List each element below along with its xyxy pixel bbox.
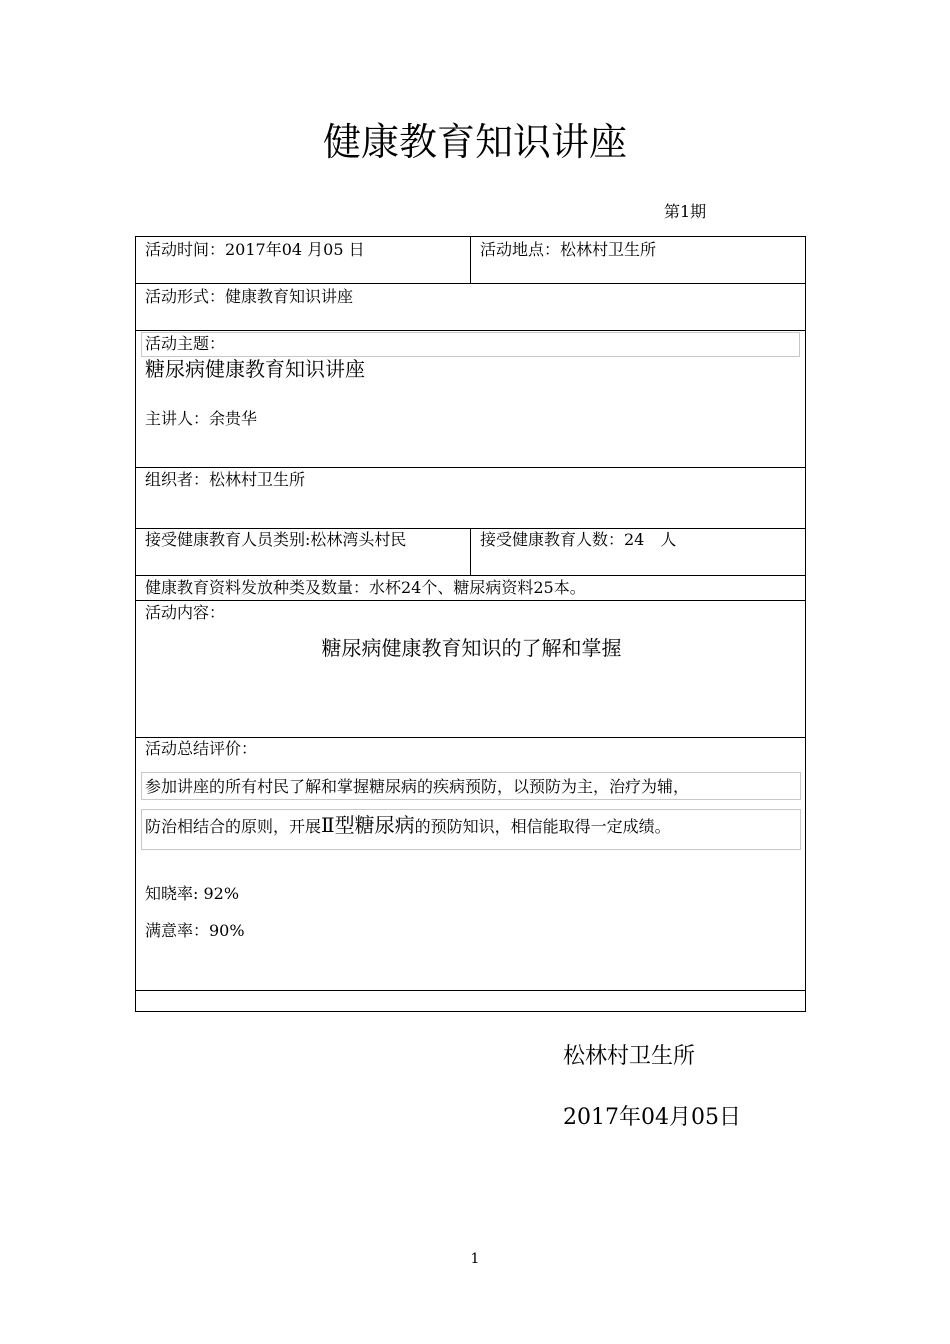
- summary-line2-c: 的预防知识，相信能取得一定成绩。: [414, 817, 671, 836]
- row-divider: [136, 467, 805, 468]
- theme-label: 活动主题：: [145, 334, 226, 353]
- issue-number: 第1期: [664, 202, 707, 221]
- column-divider: [470, 528, 471, 576]
- row-divider: [136, 737, 805, 738]
- content-value: 糖尿病健康教育知识的了解和掌握: [321, 636, 622, 660]
- summary-label: 活动总结评价：: [145, 739, 258, 758]
- speaker: 主讲人：余贵华: [145, 409, 258, 428]
- activity-location: 活动地点：松林村卫生所: [480, 240, 657, 259]
- audience-count: 接受健康教育人数：24 人: [480, 530, 677, 549]
- audience-type: 接受健康教育人员类别:松林湾头村民: [145, 530, 407, 549]
- signature-org: 松林村卫生所: [563, 1044, 696, 1069]
- activity-form: [135, 236, 806, 1012]
- activity-time: 活动时间：2017年04 月05 日: [145, 240, 365, 259]
- materials: 健康教育资料发放种类及数量：水杯24个、糖尿病资料25本。: [145, 578, 586, 597]
- page-title: 健康教育知识讲座: [322, 120, 627, 164]
- activity-format: 活动形式：健康教育知识讲座: [145, 287, 354, 306]
- summary-line2-b: Ⅱ型糖尿病: [321, 813, 415, 837]
- theme-label-box: [141, 332, 800, 357]
- organizer: 组织者：松林村卫生所: [145, 470, 306, 489]
- theme-value: 糖尿病健康教育知识讲座: [145, 357, 365, 381]
- summary-line2-a: 防治相结合的原则，开展: [145, 817, 322, 836]
- content-label: 活动内容：: [145, 603, 226, 622]
- row-divider: [136, 600, 805, 601]
- summary-line1: 参加讲座的所有村民了解和掌握糖尿病的疾病预防，以预防为主，治疗为辅，: [145, 777, 690, 796]
- satisfaction-rate: 满意率：90%: [145, 921, 245, 940]
- summary-line2: [145, 815, 671, 837]
- awareness-rate: 知晓率: 92%: [145, 884, 240, 903]
- page-number: 1: [470, 1251, 480, 1267]
- row-divider: [136, 990, 805, 991]
- row-divider: [136, 330, 805, 331]
- signature-date: 2017年04月05日: [563, 1105, 741, 1130]
- column-divider: [470, 237, 471, 284]
